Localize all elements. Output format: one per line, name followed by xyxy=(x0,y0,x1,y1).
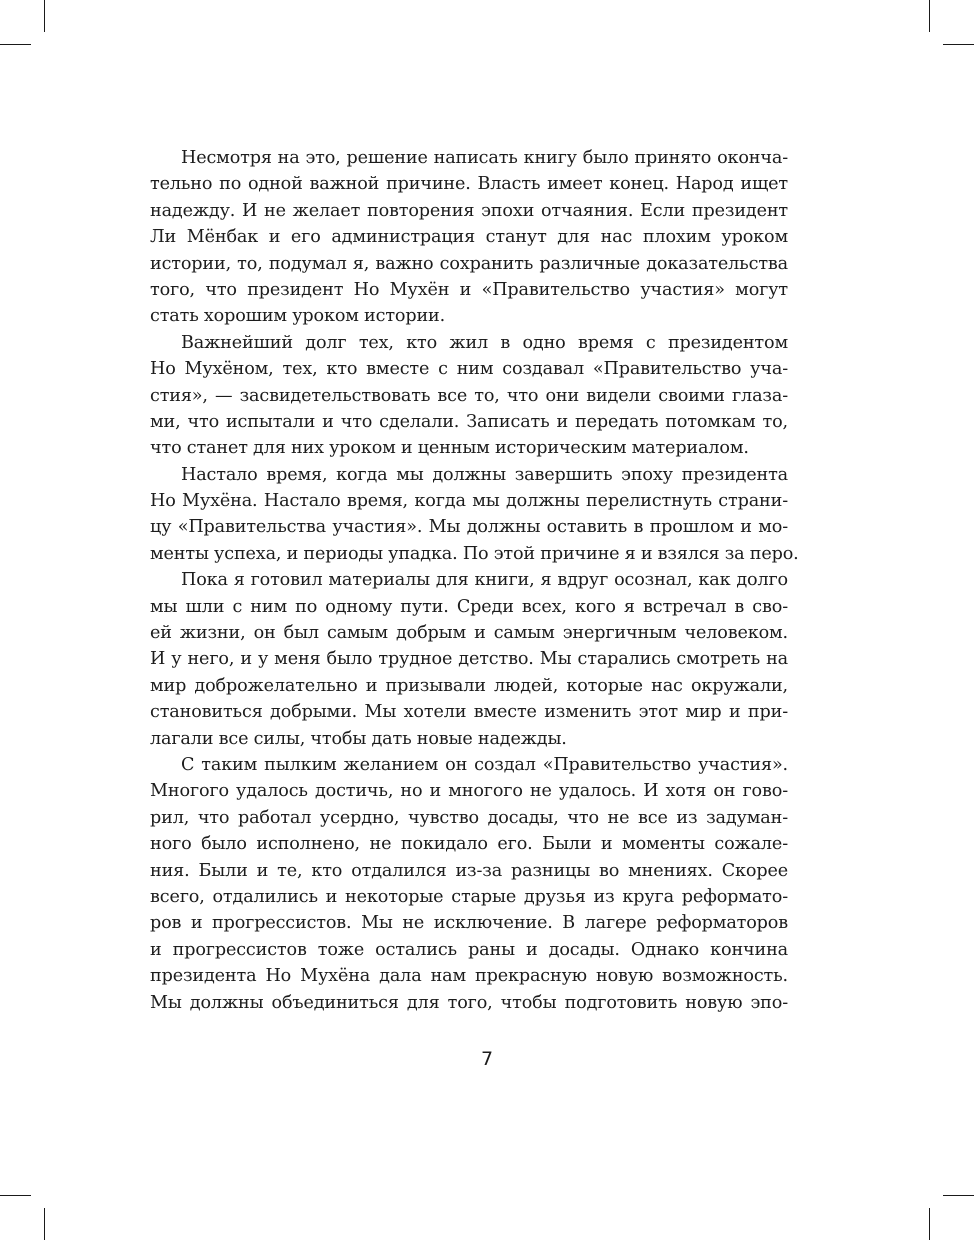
paragraph-1 xyxy=(150,145,788,330)
crop-mark-bottom-right-vertical xyxy=(929,1208,930,1240)
text-line: ей жизни, он был самым добрым и самым энергичным человеком. xyxy=(150,623,788,644)
text-line: менты успеха, и периоды упадка. По этой причине я и взялся за перо. xyxy=(150,543,799,564)
text-line: ми, что испытали и что сделали. Записать и передать потомкам то, xyxy=(150,411,788,432)
text-line: тельно по одной важной причине. Власть имеет конец. Народ ищет xyxy=(150,174,788,195)
paragraph-3 xyxy=(150,462,799,568)
text-line: Важнейший долг тех, кто жил в одно время с президентом xyxy=(181,332,788,353)
body-text xyxy=(150,145,799,1016)
text-line: Но Мухёна. Настало время, когда мы должны перелистнуть страни- xyxy=(150,491,788,512)
text-line: ния. Были и те, кто отдалился из-за разницы во мнениях. Скорее xyxy=(150,860,788,881)
text-line: надежду. И не желает повторения эпохи отчаяния. Если президент xyxy=(150,200,788,221)
crop-mark-top-right-horizontal xyxy=(943,44,974,45)
crop-mark-top-right-vertical xyxy=(929,0,930,32)
paragraph-5 xyxy=(150,752,788,1016)
crop-mark-top-left-horizontal xyxy=(0,44,31,45)
text-line: мир доброжелательно и призывали людей, которые нас окружали, xyxy=(150,675,788,696)
text-line: цу «Правительства участия». Мы должны оставить в прошлом и мо- xyxy=(150,517,788,538)
text-line: Мы должны объединиться для того, чтобы подготовить новую эпо- xyxy=(150,992,788,1013)
text-line: стия», — засвидетельствовать все то, что они видели своими глаза- xyxy=(150,385,788,406)
page-number: 7 xyxy=(480,1048,494,1070)
paragraph-2 xyxy=(150,330,788,462)
text-line: стать хорошим уроком истории. xyxy=(150,306,446,327)
paragraph-4 xyxy=(150,567,788,752)
text-line: Многого удалось достичь, но и многого не удалось. И хотя он гово- xyxy=(150,781,788,802)
text-line: С таким пылким желанием он создал «Правительство участия». xyxy=(181,754,788,775)
text-line: мы шли с ним по одному пути. Среди всех, кого я встречал в сво- xyxy=(150,596,788,617)
text-line: всего, отдалились и некоторые старые друзья из круга реформато- xyxy=(150,886,788,907)
text-line: того, что президент Но Мухён и «Правительство участия» могут xyxy=(150,279,788,300)
crop-mark-bottom-left-horizontal xyxy=(0,1195,31,1196)
text-line: становиться добрыми. Мы хотели вместе изменить этот мир и при- xyxy=(150,702,788,723)
text-line: и прогрессистов тоже остались раны и досады. Однако кончина xyxy=(150,939,788,960)
text-line: ного было исполнено, не покидало его. Были и моменты сожале- xyxy=(150,834,788,855)
text-line: рил, что работал усердно, чувство досады, что не все из задуман- xyxy=(150,807,788,828)
text-line: Ли Мёнбак и его администрация станут для нас плохим уроком xyxy=(150,227,788,248)
text-line: истории, то, подумал я, важно сохранить различные доказательства xyxy=(150,253,788,274)
text-line: что станет для них уроком и ценным историческим материалом. xyxy=(150,438,749,459)
text-line: Пока я готовил материалы для книги, я вдруг осознал, как долго xyxy=(181,570,788,591)
crop-mark-bottom-right-horizontal xyxy=(943,1195,974,1196)
text-line: И у него, и у меня было трудное детство. Мы старались смотреть на xyxy=(150,649,788,670)
crop-mark-bottom-left-vertical xyxy=(44,1208,45,1240)
text-line: Но Мухёном, тех, кто вместе с ним создавал «Правительство уча- xyxy=(150,359,788,380)
text-line: Несмотря на это, решение написать книгу было принято оконча- xyxy=(181,148,788,168)
text-line: президента Но Мухёна дала нам прекрасную новую возможность. xyxy=(150,966,788,987)
text-line: лагали все силы, чтобы дать новые надежды. xyxy=(150,728,567,749)
text-line: Настало время, когда мы должны завершить эпоху президента xyxy=(181,464,788,485)
text-line: ров и прогрессистов. Мы не исключение. В лагере реформаторов xyxy=(150,913,788,934)
crop-mark-top-left-vertical xyxy=(44,0,45,32)
